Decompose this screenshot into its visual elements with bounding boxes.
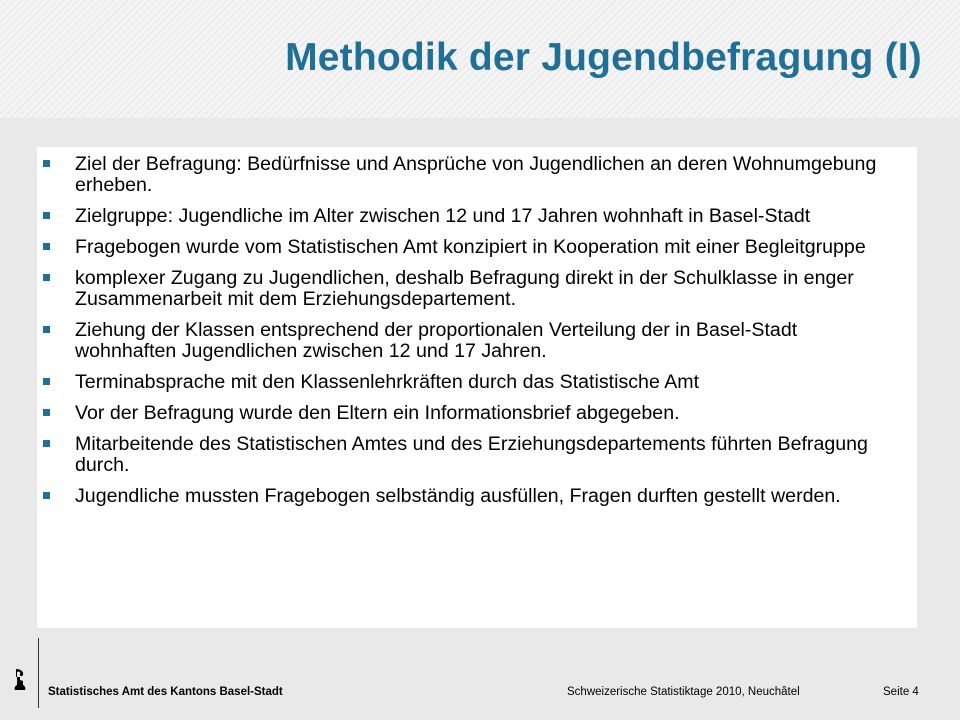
bullet-item [37,434,917,476]
bullet-text: Mitarbeitende des Statistischen Amtes und des Erziehungsdepartements führten Befragung durch. [75,433,868,476]
bullet-text: Ziehung der Klassen entsprechend der proportionalen Verteilung der in Basel-Stadt wohnhaften Jugendlichen zwischen 12 und 17 Jahren. [75,319,798,362]
square-bullet-icon [43,212,50,219]
bullet-item [37,403,917,424]
bullet-item [37,154,917,196]
page-number: Seite 4 [883,686,919,698]
bullet-list [37,154,917,517]
footer-organization: Statistisches Amt des Kantons Basel-Stadt [48,686,283,698]
bullet-text: Fragebogen wurde vom Statistischen Amt konzipiert in Kooperation mit einer Begleitgruppe [75,236,866,258]
slide-title: Methodik der Jugendbefragung (I) [285,36,922,79]
bullet-item [37,372,917,393]
square-bullet-icon [43,409,50,416]
square-bullet-icon [43,326,50,333]
header-band [0,0,960,118]
footer-divider [38,638,39,708]
bullet-item [37,237,917,258]
square-bullet-icon [43,492,50,499]
bullet-text: Zielgruppe: Jugendliche im Alter zwischen 12 und 17 Jahren wohnhaft in Basel-Stadt [75,205,811,227]
footer-event: Schweizerische Statistiktage 2010, Neuchâtel [567,686,800,698]
bullet-item [37,206,917,227]
square-bullet-icon [43,243,50,250]
square-bullet-icon [43,378,50,385]
bullet-text: Jugendliche mussten Fragebogen selbständig ausfüllen, Fragen durften gestellt werden. [75,485,841,507]
bullet-text: Vor der Befragung wurde den Eltern ein Informationsbrief abgegeben. [75,402,680,424]
square-bullet-icon [43,440,50,447]
bullet-text: Ziel der Befragung: Bedürfnisse und Ansprüche von Jugendlichen an deren Wohnumgebung erheben. [75,153,877,196]
basel-staff-crest-icon [10,668,30,692]
bullet-item [37,268,917,310]
bullet-item [37,320,917,362]
content-box [37,147,917,628]
bullet-item [37,486,917,507]
bullet-text: Terminabsprache mit den Klassenlehrkräften durch das Statistische Amt [75,371,700,393]
square-bullet-icon [43,160,50,167]
square-bullet-icon [43,274,50,281]
bullet-text: komplexer Zugang zu Jugendlichen, deshalb Befragung direkt in der Schulklasse in enger Zusammenarbeit mit dem Erziehungsdepartement. [75,267,854,310]
